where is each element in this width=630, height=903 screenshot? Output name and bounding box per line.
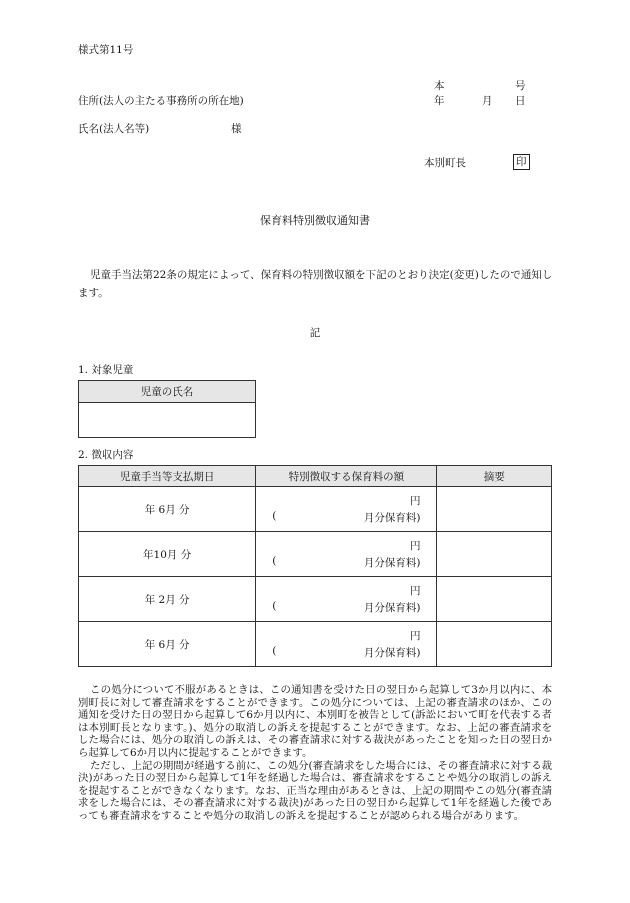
doc-number-prefix: 本 — [434, 80, 445, 92]
yen-label: 円 — [409, 630, 421, 642]
section1-heading: 1. 対象児童 — [78, 364, 134, 376]
seal-mark: 印 — [513, 154, 530, 170]
period-cell: 年10月 分 — [79, 532, 256, 577]
header-remarks: 摘要 — [437, 466, 552, 487]
open-paren: ( — [272, 555, 277, 567]
table-row — [79, 487, 552, 532]
remarks-cell — [437, 487, 552, 532]
appeal-paragraph: この処分について不服があるときは、この通知書を受けた日の翌日から起算して3か月以内に、本別町長に対して審査請求をすることができます。この処分については、上記の審査請求のほか、この通知を受けた日の翌日から起算して6か月以内に、本別町を被告として(訴訟において町を代表する者は本別町長となります。)、処分の取消しの訴えを提起することができます。なお、上記の審査請求をした場合には、処分の取消しの訴えは、その審査請求に対する裁決があったことを知った日の翌日から起算して6か月以内に提起することができます。 — [78, 684, 552, 759]
open-paren: ( — [272, 645, 277, 657]
child-name-cell — [79, 403, 256, 438]
open-paren: ( — [272, 600, 277, 612]
child-table — [78, 380, 256, 438]
document-title: 保育料特別徴収通知書 — [260, 214, 370, 227]
child-name-header: 児童の氏名 — [79, 381, 256, 403]
date-month: 月 — [482, 95, 493, 107]
monthly-label: 月分保育料) — [363, 557, 421, 569]
period-cell: 年 2月 分 — [79, 577, 256, 622]
period-cell: 年 6月 分 — [79, 487, 256, 532]
appeal-notes — [78, 684, 552, 823]
open-paren: ( — [272, 510, 277, 522]
header-amount: 特別徴収する保育料の額 — [256, 466, 437, 487]
yen-label: 円 — [409, 495, 421, 507]
name-label: 氏名(法人名等) — [78, 123, 150, 135]
intro-text: 児童手当法第22条の規定によって、保育料の特別徴収額を下記のとおり決定(変更)したので通知します。 — [78, 269, 553, 299]
monthly-label: 月分保育料) — [363, 512, 421, 524]
amount-cell — [256, 577, 437, 622]
section2-heading: 2. 徴収内容 — [78, 449, 134, 461]
monthly-label: 月分保育料) — [363, 647, 421, 659]
honorific: 様 — [231, 123, 242, 135]
table-row — [79, 577, 552, 622]
monthly-label: 月分保育料) — [363, 602, 421, 614]
period-cell: 年 6月 分 — [79, 622, 256, 667]
remarks-cell — [437, 622, 552, 667]
address-label: 住所(法人の主たる事務所の所在地) — [78, 95, 244, 107]
yen-label: 円 — [409, 540, 421, 552]
amount-cell — [256, 622, 437, 667]
header-payment-date: 児童手当等支払期日 — [79, 466, 256, 487]
ki-marker: 記 — [309, 327, 321, 339]
collection-table — [78, 465, 552, 667]
table-row — [79, 532, 552, 577]
appeal-paragraph: ただし、上記の期間が経過する前に、この処分(審査請求をした場合には、その審査請求に対する裁決)があった日の翌日から起算して1年を経過した場合は、審査請求をすることや処分の取消しの訴えを提起することができなくなります。なお、正当な理由があるときは、上記の期間やこの処分(審査請求をした場合には、その審査請求に対する裁決)があった日の翌日から起算して1年を経過した後であっても審査請求をすることや処分の取消しの訴えを提起することが認められる場合があります。 — [78, 759, 552, 822]
remarks-cell — [437, 577, 552, 622]
issuer-mayor: 本別町長 — [424, 157, 466, 169]
amount-cell — [256, 487, 437, 532]
remarks-cell — [437, 532, 552, 577]
yen-label: 円 — [409, 585, 421, 597]
doc-number-suffix: 号 — [515, 80, 526, 92]
date-year: 年 — [434, 95, 445, 107]
date-day: 日 — [515, 95, 526, 107]
table-row — [79, 622, 552, 667]
form-number: 様式第11号 — [78, 44, 134, 56]
amount-cell — [256, 532, 437, 577]
